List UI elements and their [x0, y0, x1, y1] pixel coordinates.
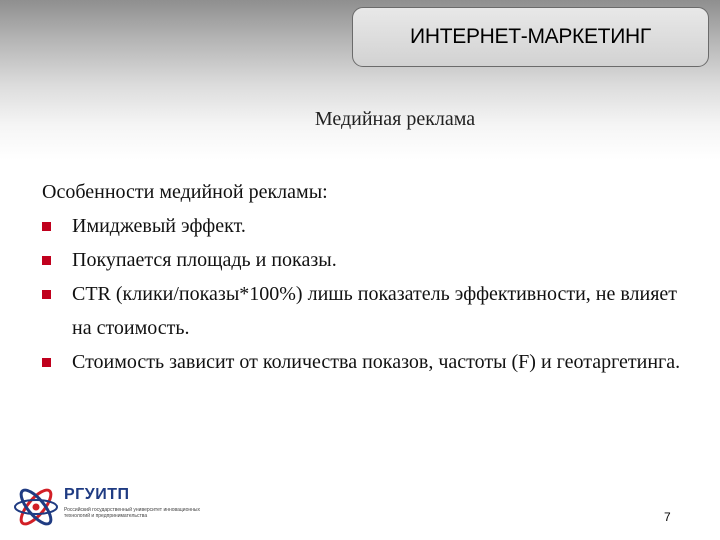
header-title: ИНТЕРНЕТ-МАРКЕТИНГ	[410, 25, 651, 48]
slide-subtitle: Медийная реклама	[314, 108, 476, 130]
bullet-item	[42, 277, 682, 345]
atom-logo-icon	[12, 478, 60, 536]
bullet-item	[42, 209, 682, 243]
bullet-text: Покупается площадь и показы.	[72, 249, 337, 271]
square-bullet-icon	[42, 290, 51, 299]
bullet-item	[42, 345, 682, 379]
bullet-item	[42, 243, 682, 277]
title-banner	[352, 7, 709, 67]
slide-content	[42, 175, 682, 379]
square-bullet-icon	[42, 256, 51, 265]
content-heading: Особенности медийной рекламы:	[42, 181, 328, 203]
bullet-list	[42, 209, 682, 379]
logo-subtitle: Российский государственный университет инновационных технологий и предпринимательства	[64, 507, 200, 519]
university-logo	[12, 478, 222, 536]
bullet-text: CTR (клики/показы*100%) лишь показатель эффективности, не влияет на стоимость.	[72, 283, 678, 339]
bullet-text: Имиджевый эффект.	[72, 215, 246, 237]
bullet-text: Стоимость зависит от количества показов, частоты (F) и геотаргетинга.	[72, 351, 681, 373]
square-bullet-icon	[42, 222, 51, 231]
square-bullet-icon	[42, 358, 51, 367]
logo-text: РГУИТП	[64, 486, 130, 503]
page-number: 7	[664, 510, 671, 524]
